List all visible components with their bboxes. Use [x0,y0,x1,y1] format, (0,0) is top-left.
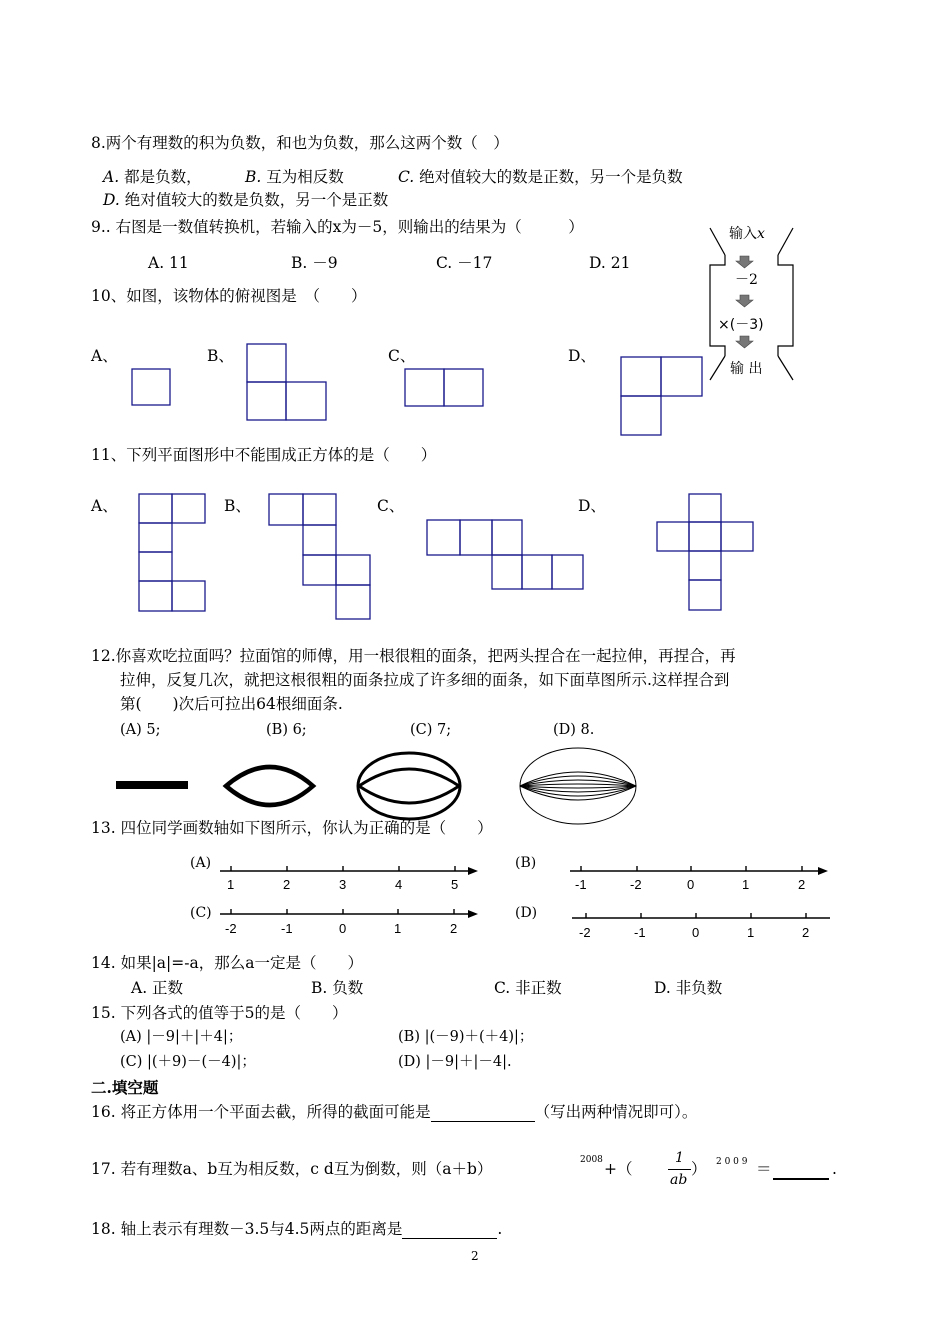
axis-c-tick: 2 [450,921,458,936]
axis-c-tick: 0 [339,921,347,936]
q15-option-b: (B) |(－9)＋(＋4)|； [398,1029,534,1045]
q12-line-2: 拉伸，反复几次，就把这根很粗的面条拉成了许多细的面条，如下面草图所示.这样捏合到 [120,671,730,689]
q8-b-label: B. [245,168,262,186]
q17-fraction-numerator: 1 [675,1150,684,1166]
q13-label-c: (C) [190,905,212,921]
q13-stem: 13. 四位同学画数轴如下图所示，你认为正确的是（ ） [91,819,493,837]
q16-text-after: （写出两种情况即可）。 [534,1103,698,1121]
axis-d-tick: 0 [692,925,700,940]
q10-label-b: B、 [207,347,234,365]
q11-label-d: D、 [578,497,606,515]
machine-output-label: 输 出 [730,361,763,377]
axis-d-tick: -2 [579,925,591,940]
q12-option-a: (A) 5; [120,722,161,738]
q12-option-d: (D) 8. [553,722,595,738]
axis-b-tick: 0 [687,877,695,892]
q12-line-3: 第( )次后可拉出64根细面条. [120,695,343,713]
q18-answer-blank[interactable] [402,1222,497,1239]
q9-option-b: B. －9 [291,254,338,272]
q15-stem: 15. 下列各式的值等于5的是（ ） [91,1004,348,1022]
q16 [91,1105,697,1122]
axis-c-tick: -2 [225,921,237,936]
axis-b-tick: -2 [630,877,642,892]
machine-input-var: x [757,226,765,242]
q15-option-c: (C) |(＋9)－(－4)|； [120,1054,256,1070]
q17-end-period: . [832,1160,837,1178]
q10-label-c: C、 [388,347,416,365]
axis-a-tick: 3 [339,877,347,892]
arrow-right-icon [818,867,828,875]
q11-label-b: B、 [224,497,251,515]
q16-text-before: 16. 将正方体用一个平面去截，所得的截面可能是 [91,1103,431,1121]
q10-label-a: A、 [91,347,118,365]
q14-option-a: A. 正数 [131,979,184,997]
axis-b-tick: -1 [575,877,587,892]
axis-a-tick: 5 [451,877,459,892]
q15-option-d: (D) |－9|＋|－4|. [398,1054,512,1070]
q11-label-a: A、 [91,497,118,515]
axis-d-tick: 1 [747,925,755,940]
q8-a-label: A. [103,168,120,186]
q8-d-label: D. [103,191,120,209]
axis-b-tick: 1 [742,877,750,892]
q9-option-c: C. －17 [436,254,493,272]
q14-option-c: C. 非正数 [494,979,562,997]
axis-d-tick: 2 [802,925,810,940]
q17-text-before: 17. 若有理数a、b互为相反数，c d互为倒数，则（a＋b） [91,1160,493,1178]
q13-label-a: (A) [190,855,212,871]
q17-exponent-1: 2008 [580,1155,603,1165]
q15-option-a: (A) |－9|＋|＋4|； [120,1029,243,1045]
q13-label-d: (D) [515,905,538,921]
q8-c-text: 绝对值较大的数是正数，另一个是负数 [419,168,683,186]
q8-b-text: 互为相反数 [266,168,344,186]
q9-option-a: A. 11 [148,254,189,272]
q14-option-b: B. 负数 [311,979,364,997]
axis-a-tick: 2 [283,877,291,892]
machine-step-1: －2 [735,272,758,288]
q18 [91,1222,502,1239]
q10-stem: 10、如图，该物体的俯视图是 （ ） [91,287,367,305]
axis-c-tick: 1 [394,921,402,936]
q9-option-d: D. 21 [589,254,631,272]
axis-c-tick: -1 [281,921,293,936]
q17-close-paren: ） [691,1160,707,1178]
q8-stem: 8.两个有理数的积为负数，和也为负数，那么这两个数（ ） [91,134,509,152]
q16-answer-blank[interactable] [431,1105,535,1122]
page-number: 2 [471,1249,479,1263]
axis-a-tick: 4 [395,877,403,892]
q11-label-c: C、 [377,497,405,515]
q17-equals: ＝ [756,1160,772,1178]
q8-a-text: 都是负数， [124,168,202,186]
q17-fraction-bar [668,1169,691,1170]
arrow-right-icon [468,867,478,875]
q8-c-label: C. [398,168,415,186]
machine-input-text: 输入 [729,226,757,242]
q17-answer-blank[interactable] [773,1178,829,1180]
section-heading-fill-in: 二.填空题 [91,1078,159,1097]
q8-d-text: 绝对值较大的数是负数，另一个是正数 [124,191,389,209]
q18-end-period: . [497,1220,503,1238]
axis-d-tick: -1 [634,925,646,940]
q13-label-b: (B) [515,855,537,871]
q12-line-1: 12.你喜欢吃拉面吗？拉面馆的师傅，用一根很粗的面条，把两头捏合在一起拉伸，再捏合，再 [91,647,736,665]
q18-text-before: 18. 轴上表示有理数－3.5与4.5两点的距离是 [91,1220,403,1238]
q17-exponent-2: 2 0 0 9 [716,1157,748,1167]
q12-option-b: (B) 6; [266,722,307,738]
axis-a-tick: 1 [227,877,235,892]
q10-label-d: D、 [568,347,596,365]
q12-option-c: (C) 7; [410,722,452,738]
q11-stem: 11、下列平面图形中不能围成正方体的是（ ） [91,446,437,464]
axis-b-tick: 2 [798,877,806,892]
q14-option-d: D. 非负数 [654,979,723,997]
q17-fraction-denominator: ab [670,1172,688,1188]
machine-step-2: ×(－3) [718,317,764,333]
arrow-right-icon [468,910,478,918]
q14-stem: 14. 如果|a|=-a，那么a一定是（ ） [91,954,363,972]
q9-stem: 9.. 右图是一数值转换机，若输入的x为－5，则输出的结果为（ ） [91,218,584,236]
q17-plus-paren: +（ [604,1160,633,1178]
